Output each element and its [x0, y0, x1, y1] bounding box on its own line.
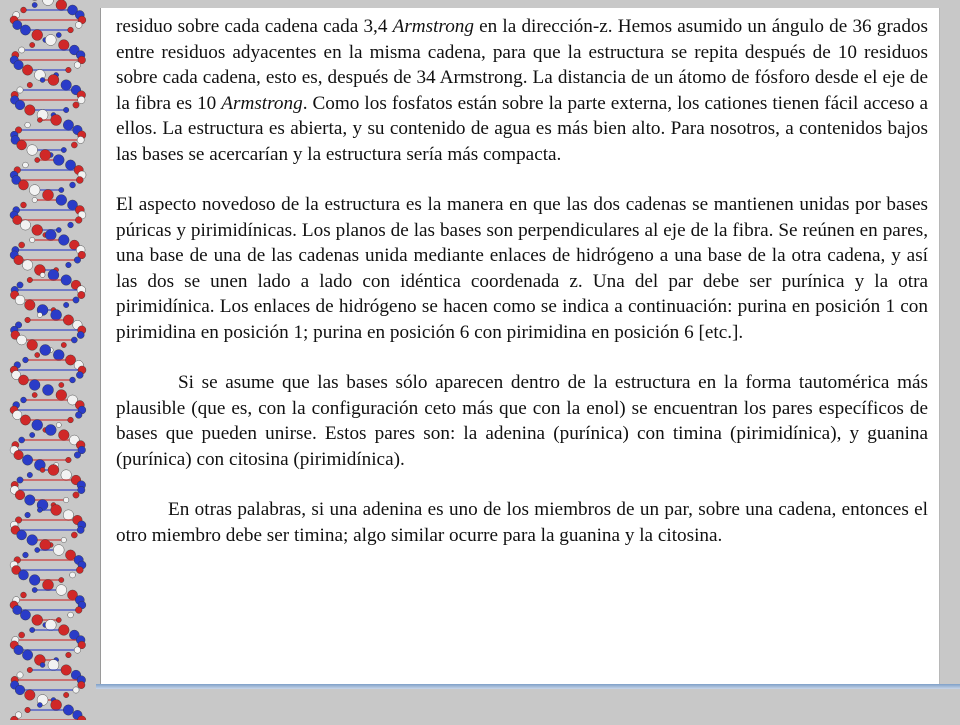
- dna-helix-icon: [0, 0, 96, 720]
- bottom-accent-bar: [96, 684, 960, 689]
- italic-term: Armstrong: [393, 16, 474, 37]
- text-run: residuo sobre cada cadena cada 3,4: [116, 16, 393, 37]
- text-run: El aspecto novedoso de la estructura es la manera en que las dos cadenas se mantienen unidas por bases púricas y pirimidínicas. Los planos de las bases son perpendiculares al eje de la fibra. Se reúnen en pares, una base de una de las cadenas unida mediante enlaces de hidrógeno a una base de la otra cadena, y así las dos se unen lado a lado con idéntica coordenada z. Una del par debe ser purínica y la otra pirimidínica. Los enlaces de hidrógeno se hacen como se indica a continuación: purina en posición 1 con pirimidina en posición 1; purina en posición 6 con pirimidina en posición 6 [etc.].: [116, 194, 928, 343]
- document-page: [100, 8, 940, 688]
- paragraph-2: [116, 192, 928, 345]
- right-margin: [940, 0, 960, 720]
- text-run: en la dirección-z. Hemos asumido un ángulo de 36 grados entre residuos adyacentes en la misma cadena, para que la estructura se repita después de 10 residuos sobre cada cadena, esto es, después de 34 Armstrong. La distancia de un átomo de fósforo desde el eje de la fibra es 10: [116, 16, 928, 114]
- italic-term: Armstrong: [221, 93, 302, 114]
- dna-helix-decoration: [0, 0, 96, 720]
- document-body: [116, 14, 928, 548]
- text-run: . Como los fosfatos están sobre la parte externa, los cationes tienen fácil acceso a ellos. La estructura es abierta, y su contenido de agua es más bien alto. Para nosotros, a contenidos bajos las bases se acercarían y la estructura sería más compacta.: [116, 93, 928, 165]
- text-run: Si se asume que las bases sólo aparecen dentro de la estructura en la forma tautomérica más plausible (que es, con la configuración ceto más que con la enol) se encuentran los pares específicos de bases que pueden unirse. Estos pares son: la adenina (purínica) con timina (pirimidínica), y guanina (purínica) con citosina (pirimidínica).: [116, 372, 928, 470]
- text-run: En otras palabras, si una adenina es uno de los miembros de un par, sobre una cadena, entonces el otro miembro debe ser timina; algo similar ocurre para la guanina y la citosina.: [116, 499, 928, 546]
- paragraph-3: [116, 370, 928, 472]
- paragraph-1: [116, 14, 928, 167]
- paragraph-4: [116, 497, 928, 548]
